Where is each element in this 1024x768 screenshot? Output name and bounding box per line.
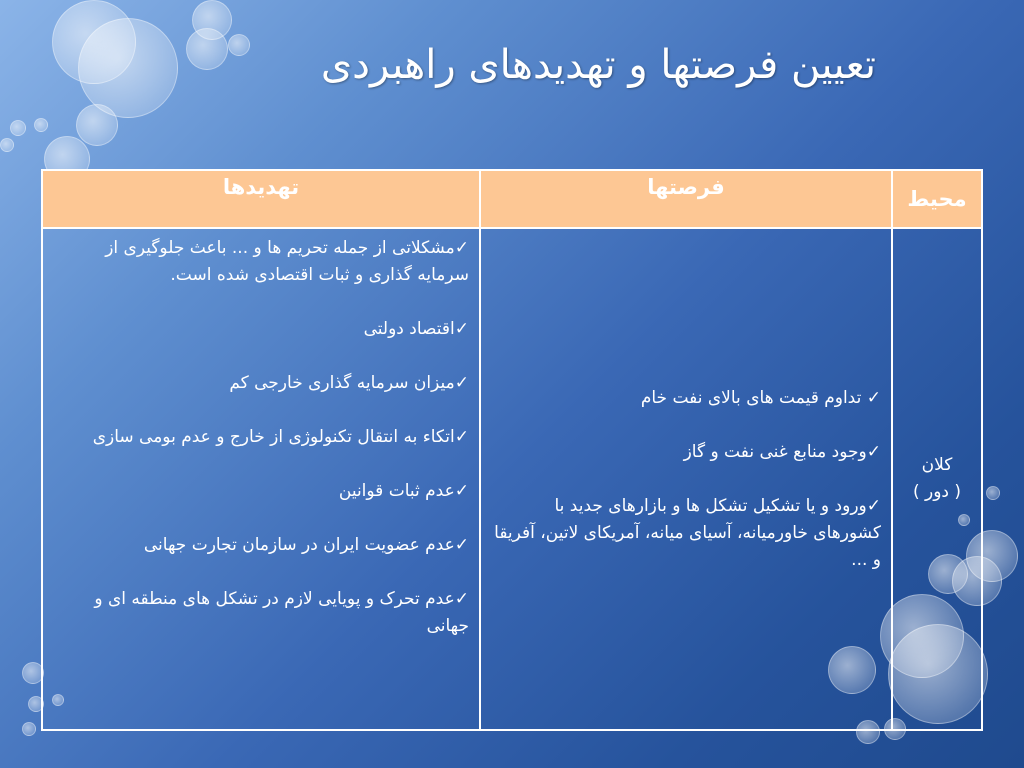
opportunities-cell: [480, 228, 892, 730]
header-environment: محیط: [892, 170, 982, 228]
threat-item: ✓عدم عضویت ایران در سازمان تجارت جهانی: [143, 535, 469, 555]
opportunity-item: ✓ تداوم قیمت های بالای نفت خام: [640, 387, 881, 408]
threat-item: ✓اقتصاد دولتی: [363, 319, 469, 339]
table-header-row: [42, 170, 982, 228]
threat-item: ✓عدم تحرک و پویایی لازم در تشکل های منطقه ای و جهانی: [94, 589, 469, 636]
decorative-bubble: [76, 104, 118, 146]
table-row: [42, 228, 982, 730]
threat-item: ✓مشکلاتی از جمله تحریم ها و ... باعث جلوگیری از سرمایه گذاری و ثبات اقتصادی شده است.: [105, 238, 469, 285]
swot-table: [41, 169, 983, 731]
opportunity-item: ✓وجود منابع غنی نفت و گاز: [683, 441, 881, 462]
environment-sublabel: ( دور ): [912, 482, 962, 502]
threat-item: ✓عدم ثبات قوانین: [338, 481, 469, 501]
decorative-bubble: [22, 722, 36, 736]
environment-cell: [892, 228, 982, 730]
opportunity-item: ✓ورود و یا تشکیل تشکل ها و بازارهای جدید با کشورهای خاورمیانه، آسیای میانه، آمریکای لاتین، آفریقا و ...: [494, 495, 881, 570]
environment-label: کلان: [921, 455, 953, 475]
decorative-bubble: [34, 118, 48, 132]
decorative-bubble: [10, 120, 26, 136]
threat-item: ✓میزان سرمایه گذاری خارجی کم: [229, 373, 469, 393]
decorative-bubble: [986, 486, 1000, 500]
threats-cell: [42, 228, 480, 730]
slide-title: تعیین فرصتها و تهدیدهای راهبردی: [320, 42, 876, 88]
threat-item: ✓اتکاء به انتقال تکنولوژی از خارج و عدم بومی سازی: [92, 427, 469, 447]
decorative-bubble: [0, 138, 14, 152]
header-threats: تهدیدها: [42, 170, 480, 228]
header-opportunities: فرصتها: [480, 170, 892, 228]
